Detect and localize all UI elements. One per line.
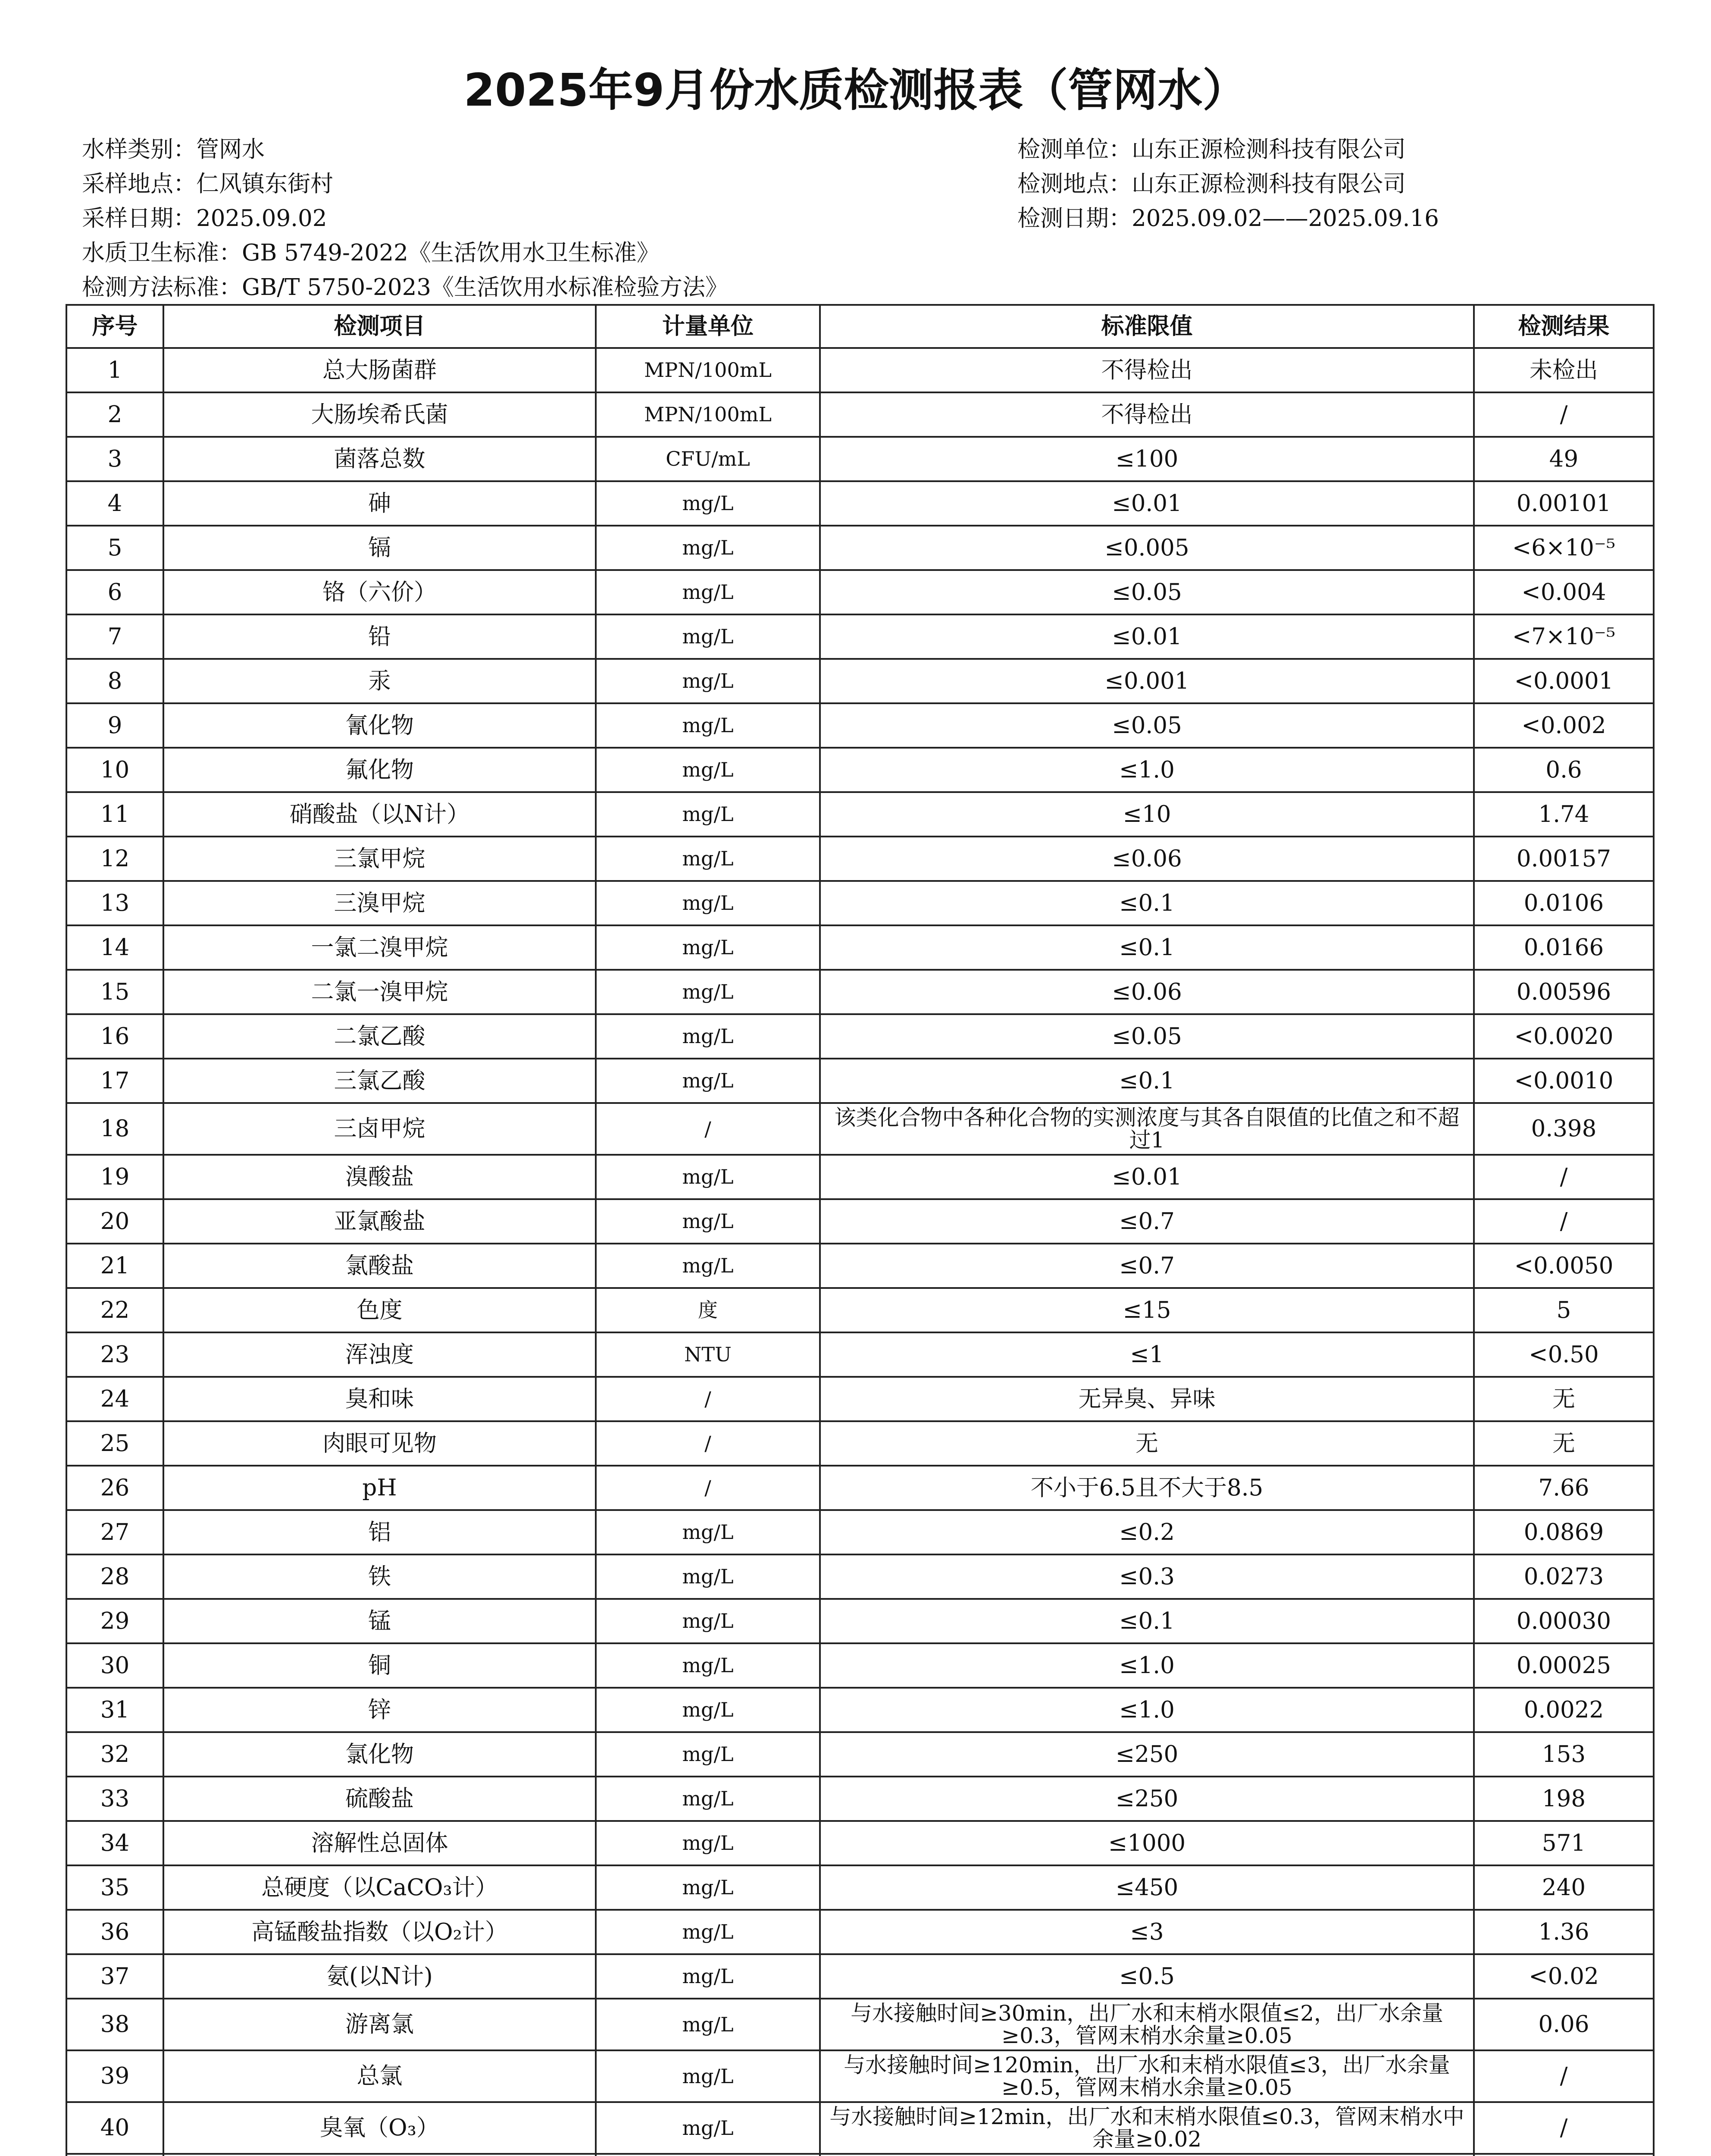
cell-index: 25 <box>66 1421 163 1466</box>
cell-unit: mg/L <box>596 1910 820 1954</box>
cell-index: 31 <box>66 1688 163 1732</box>
table-row <box>66 1999 1654 2050</box>
cell-unit: mg/L <box>596 614 820 659</box>
header-limit: 标准限值 <box>820 305 1474 348</box>
table-header-row <box>66 305 1654 348</box>
cell-result: <0.0001 <box>1474 659 1654 703</box>
cell-limit: 该类化合物中各种化合物的实测浓度与其各自限值的比值之和不超过1 <box>820 1103 1474 1155</box>
cell-limit: ≤0.1 <box>820 925 1474 970</box>
cell-item: 溴酸盐 <box>163 1155 596 1199</box>
cell-index: 33 <box>66 1777 163 1821</box>
cell-unit: CFU/mL <box>596 437 820 481</box>
method-standard: 检测方法标准：GB/T 5750-2023《生活饮用水标准检验方法》 <box>82 274 729 301</box>
table-row <box>66 2102 1654 2154</box>
cell-index: 26 <box>66 1466 163 1510</box>
cell-result: <0.02 <box>1474 1954 1654 1999</box>
cell-item: 大肠埃希氏菌 <box>163 392 596 437</box>
cell-result: 49 <box>1474 437 1654 481</box>
cell-result: <0.002 <box>1474 703 1654 748</box>
cell-result: 0.00101 <box>1474 481 1654 526</box>
table-row <box>66 659 1654 703</box>
cell-index: 15 <box>66 970 163 1014</box>
table-row <box>66 1821 1654 1865</box>
cell-unit: mg/L <box>596 748 820 792</box>
cell-result: / <box>1474 2102 1654 2154</box>
cell-unit: mg/L <box>596 792 820 837</box>
table-row <box>66 348 1654 392</box>
cell-item: 总大肠菌群 <box>163 348 596 392</box>
cell-index: 11 <box>66 792 163 837</box>
table-row <box>66 2154 1654 2156</box>
cell-unit: mg/L <box>596 1599 820 1643</box>
cell-unit: / <box>596 1421 820 1466</box>
cell-unit: mg/L <box>596 703 820 748</box>
cell-item: 铬（六价） <box>163 570 596 614</box>
cell-unit: mg/L <box>596 570 820 614</box>
cell-unit: 度 <box>596 1288 820 1332</box>
cell-unit: MPN/100mL <box>596 348 820 392</box>
cell-limit: ≤0.01 <box>820 481 1474 526</box>
cell-limit: ≤0.7 <box>820 1199 1474 1244</box>
cell-limit: ≤0.1 <box>820 1599 1474 1643</box>
cell-unit: mg/L <box>596 1014 820 1059</box>
cell-limit: ≤250 <box>820 1777 1474 1821</box>
cell-limit: ≤0.1 <box>820 1059 1474 1103</box>
cell-result: 5 <box>1474 1288 1654 1332</box>
table-row <box>66 925 1654 970</box>
cell-limit: 无异臭、异味 <box>820 1377 1474 1421</box>
cell-unit: mg/L <box>596 1954 820 1999</box>
cell-limit: ≤0.001 <box>820 659 1474 703</box>
table-row <box>66 1865 1654 1910</box>
table-row <box>66 837 1654 881</box>
table-row <box>66 1910 1654 1954</box>
cell-limit: ≤0.05 <box>820 703 1474 748</box>
cell-item: 色度 <box>163 1288 596 1332</box>
cell-index <box>66 2154 163 2156</box>
cell-item: 铁 <box>163 1554 596 1599</box>
cell-item: 菌落总数 <box>163 437 596 481</box>
cell-item: 臭氧（O₃） <box>163 2102 596 2154</box>
cell-item: 三溴甲烷 <box>163 881 596 925</box>
page-title: 2025年9月份水质检测报表（管网水） <box>463 64 1248 116</box>
cell-unit: mg/L <box>596 837 820 881</box>
cell-item: 肉眼可见物 <box>163 1421 596 1466</box>
cell-index: 14 <box>66 925 163 970</box>
cell-limit: ≤0.7 <box>820 1244 1474 1288</box>
table-row <box>66 792 1654 837</box>
table-row <box>66 1244 1654 1288</box>
table-row <box>66 1059 1654 1103</box>
cell-limit: ≤15 <box>820 1288 1474 1332</box>
cell-item: 一氯二溴甲烷 <box>163 925 596 970</box>
cell-result: 198 <box>1474 1777 1654 1821</box>
cell-index: 18 <box>66 1103 163 1155</box>
cell-item: 亚氯酸盐 <box>163 1199 596 1244</box>
cell-unit: mg/L <box>596 1643 820 1688</box>
cell-limit: ≤0.05 <box>820 1014 1474 1059</box>
cell-unit: mg/L <box>596 2102 820 2154</box>
cell-result: 无 <box>1474 1421 1654 1466</box>
cell-item: 三卤甲烷 <box>163 1103 596 1155</box>
cell-result: 1.74 <box>1474 792 1654 837</box>
cell-limit: 与水接触时间≥30min，出厂水和末梢水限值≤2，出厂水余量≥0.3，管网末梢水余量≥0.05 <box>820 1999 1474 2050</box>
cell-item <box>163 2154 596 2156</box>
cell-index: 37 <box>66 1954 163 1999</box>
cell-result: 0.00025 <box>1474 1643 1654 1688</box>
cell-result: 0.398 <box>1474 1103 1654 1155</box>
cell-item: 高锰酸盐指数（以O₂计） <box>163 1910 596 1954</box>
cell-result: <0.0020 <box>1474 1014 1654 1059</box>
table-row <box>66 1688 1654 1732</box>
cell-index: 5 <box>66 526 163 570</box>
cell-result: / <box>1474 2050 1654 2102</box>
cell-unit: / <box>596 1103 820 1155</box>
cell-limit: ≤3 <box>820 1910 1474 1954</box>
cell-unit: mg/L <box>596 1059 820 1103</box>
cell-result: 0.06 <box>1474 1999 1654 2050</box>
cell-unit: mg/L <box>596 970 820 1014</box>
cell-limit: ≤1.0 <box>820 748 1474 792</box>
cell-unit: mg/L <box>596 1554 820 1599</box>
cell-item: 汞 <box>163 659 596 703</box>
table-row <box>66 1103 1654 1155</box>
cell-index: 17 <box>66 1059 163 1103</box>
cell-index: 40 <box>66 2102 163 2154</box>
table-body <box>66 348 1654 2156</box>
cell-index: 38 <box>66 1999 163 2050</box>
cell-limit: ≤1.0 <box>820 1688 1474 1732</box>
table-row <box>66 1377 1654 1421</box>
header-item: 检测项目 <box>163 305 596 348</box>
cell-index: 39 <box>66 2050 163 2102</box>
table-row <box>66 1732 1654 1777</box>
cell-item: 氯化物 <box>163 1732 596 1777</box>
cell-result <box>1474 2154 1654 2156</box>
table-row <box>66 881 1654 925</box>
cell-index: 35 <box>66 1865 163 1910</box>
cell-limit: 不得检出 <box>820 348 1474 392</box>
cell-result: 571 <box>1474 1821 1654 1865</box>
table-row <box>66 1288 1654 1332</box>
table-row <box>66 481 1654 526</box>
cell-result: 0.6 <box>1474 748 1654 792</box>
cell-result: 153 <box>1474 1732 1654 1777</box>
cell-unit: mg/L <box>596 526 820 570</box>
cell-item: 氨(以N计) <box>163 1954 596 1999</box>
table-row <box>66 614 1654 659</box>
cell-limit: 无 <box>820 1421 1474 1466</box>
cell-result: 0.0106 <box>1474 881 1654 925</box>
table-row <box>66 1199 1654 1244</box>
cell-index: 19 <box>66 1155 163 1199</box>
cell-index: 29 <box>66 1599 163 1643</box>
cell-limit: ≤0.005 <box>820 526 1474 570</box>
cell-index: 6 <box>66 570 163 614</box>
cell-index: 27 <box>66 1510 163 1554</box>
cell-result: 0.0166 <box>1474 925 1654 970</box>
cell-unit: mg/L <box>596 1777 820 1821</box>
cell-index: 12 <box>66 837 163 881</box>
cell-limit: 与水接触时间≥120min，出厂水和末梢水限值≤3，出厂水余量≥0.5，管网末梢水余量≥0.05 <box>820 2050 1474 2102</box>
cell-item: 三氯甲烷 <box>163 837 596 881</box>
water-type: 水样类别：管网水 <box>82 136 265 163</box>
cell-item: 溶解性总固体 <box>163 1821 596 1865</box>
cell-result: 1.36 <box>1474 1910 1654 1954</box>
cell-limit: 不小于6.5且不大于8.5 <box>820 1466 1474 1510</box>
cell-unit: mg/L <box>596 1688 820 1732</box>
table-row <box>66 1510 1654 1554</box>
cell-result: / <box>1474 1155 1654 1199</box>
cell-unit: mg/L <box>596 1732 820 1777</box>
cell-unit: mg/L <box>596 1510 820 1554</box>
cell-item: 浑浊度 <box>163 1332 596 1377</box>
cell-item: 二氯一溴甲烷 <box>163 970 596 1014</box>
cell-item: 硫酸盐 <box>163 1777 596 1821</box>
cell-item: 总氯 <box>163 2050 596 2102</box>
table-row <box>66 526 1654 570</box>
cell-result: 无 <box>1474 1377 1654 1421</box>
header-unit: 计量单位 <box>596 305 820 348</box>
cell-index: 4 <box>66 481 163 526</box>
cell-item: 铜 <box>163 1643 596 1688</box>
cell-item: 总硬度（以CaCO₃计） <box>163 1865 596 1910</box>
cell-item: 镉 <box>163 526 596 570</box>
cell-unit: NTU <box>596 1332 820 1377</box>
cell-index: 28 <box>66 1554 163 1599</box>
hygiene-standard: 水质卫生标准：GB 5749-2022《生活饮用水卫生标准》 <box>82 240 660 266</box>
cell-limit: ≤0.06 <box>820 970 1474 1014</box>
table-row <box>66 437 1654 481</box>
table-row <box>66 1421 1654 1466</box>
table-row <box>66 1014 1654 1059</box>
cell-index: 21 <box>66 1244 163 1288</box>
cell-limit: ≤0.01 <box>820 614 1474 659</box>
cell-result: 0.00157 <box>1474 837 1654 881</box>
cell-item: 砷 <box>163 481 596 526</box>
table-row <box>66 748 1654 792</box>
cell-item: 氟化物 <box>163 748 596 792</box>
cell-limit: ≤0.05 <box>820 570 1474 614</box>
cell-limit: ≤0.5 <box>820 1954 1474 1999</box>
cell-limit: ≤0.2 <box>820 1510 1474 1554</box>
sampling-site: 采样地点：仁风镇东街村 <box>82 171 333 197</box>
test-date: 检测日期：2025.09.02——2025.09.16 <box>1017 205 1439 232</box>
cell-index: 36 <box>66 1910 163 1954</box>
cell-limit: ≤0.3 <box>820 1554 1474 1599</box>
sampling-date: 采样日期：2025.09.02 <box>82 205 327 232</box>
cell-index: 30 <box>66 1643 163 1688</box>
cell-item: 氯酸盐 <box>163 1244 596 1288</box>
cell-result: 未检出 <box>1474 348 1654 392</box>
cell-unit: mg/L <box>596 659 820 703</box>
cell-item: 二氯乙酸 <box>163 1014 596 1059</box>
cell-index: 2 <box>66 392 163 437</box>
cell-unit: mg/L <box>596 1821 820 1865</box>
cell-limit: ≤0.06 <box>820 837 1474 881</box>
cell-limit: ≤1000 <box>820 1821 1474 1865</box>
cell-result: 240 <box>1474 1865 1654 1910</box>
table-row <box>66 1954 1654 1999</box>
cell-item: 铝 <box>163 1510 596 1554</box>
table-row <box>66 2050 1654 2102</box>
cell-limit: ≤10 <box>820 792 1474 837</box>
cell-index: 16 <box>66 1014 163 1059</box>
cell-index: 7 <box>66 614 163 659</box>
cell-index: 23 <box>66 1332 163 1377</box>
cell-result: 0.0869 <box>1474 1510 1654 1554</box>
cell-index: 8 <box>66 659 163 703</box>
cell-index: 3 <box>66 437 163 481</box>
test-unit: 检测单位：山东正源检测科技有限公司 <box>1017 136 1406 163</box>
cell-limit: 不得检出 <box>820 392 1474 437</box>
test-location: 检测地点：山东正源检测科技有限公司 <box>1017 171 1406 197</box>
cell-index: 34 <box>66 1821 163 1865</box>
cell-item: 铅 <box>163 614 596 659</box>
cell-item: 游离氯 <box>163 1999 596 2050</box>
cell-unit: mg/L <box>596 1999 820 2050</box>
cell-result: <0.50 <box>1474 1332 1654 1377</box>
cell-result: <7×10⁻⁵ <box>1474 614 1654 659</box>
cell-index: 1 <box>66 348 163 392</box>
table-row <box>66 703 1654 748</box>
cell-unit: / <box>596 1377 820 1421</box>
cell-item: 臭和味 <box>163 1377 596 1421</box>
cell-item: 三氯乙酸 <box>163 1059 596 1103</box>
cell-result: 0.00596 <box>1474 970 1654 1014</box>
table-row <box>66 1466 1654 1510</box>
cell-limit: ≤450 <box>820 1865 1474 1910</box>
cell-result: <0.004 <box>1474 570 1654 614</box>
cell-item: 硝酸盐（以N计） <box>163 792 596 837</box>
table-row <box>66 1643 1654 1688</box>
cell-result: / <box>1474 392 1654 437</box>
cell-result: 7.66 <box>1474 1466 1654 1510</box>
cell-unit: mg/L <box>596 1865 820 1910</box>
results-table <box>66 304 1655 2156</box>
table-row <box>66 1599 1654 1643</box>
cell-result: / <box>1474 1199 1654 1244</box>
cell-result: <6×10⁻⁵ <box>1474 526 1654 570</box>
cell-index: 10 <box>66 748 163 792</box>
cell-index: 24 <box>66 1377 163 1421</box>
cell-limit: ≤0.1 <box>820 881 1474 925</box>
cell-unit: mg/L <box>596 2050 820 2102</box>
cell-index: 9 <box>66 703 163 748</box>
cell-limit: ≤1 <box>820 1332 1474 1377</box>
cell-unit: mg/L <box>596 1244 820 1288</box>
cell-limit: ≤0.01 <box>820 1155 1474 1199</box>
table-row <box>66 1554 1654 1599</box>
cell-index: 13 <box>66 881 163 925</box>
cell-unit: mg/L <box>596 881 820 925</box>
table-row <box>66 570 1654 614</box>
cell-result: 0.00030 <box>1474 1599 1654 1643</box>
cell-result: 0.0273 <box>1474 1554 1654 1599</box>
cell-limit: ≤100 <box>820 437 1474 481</box>
cell-unit <box>596 2154 820 2156</box>
table-row <box>66 1155 1654 1199</box>
cell-limit <box>820 2154 1474 2156</box>
cell-result: <0.0050 <box>1474 1244 1654 1288</box>
cell-unit: mg/L <box>596 1155 820 1199</box>
cell-index: 22 <box>66 1288 163 1332</box>
cell-limit: ≤1.0 <box>820 1643 1474 1688</box>
cell-index: 20 <box>66 1199 163 1244</box>
table-row <box>66 392 1654 437</box>
cell-unit: MPN/100mL <box>596 392 820 437</box>
cell-index: 32 <box>66 1732 163 1777</box>
cell-item: pH <box>163 1466 596 1510</box>
cell-unit: mg/L <box>596 925 820 970</box>
table-row <box>66 970 1654 1014</box>
cell-result: <0.0010 <box>1474 1059 1654 1103</box>
cell-item: 锰 <box>163 1599 596 1643</box>
cell-item: 氰化物 <box>163 703 596 748</box>
cell-unit: mg/L <box>596 481 820 526</box>
header-index: 序号 <box>66 305 163 348</box>
table-row <box>66 1332 1654 1377</box>
cell-limit: 与水接触时间≥12min，出厂水和末梢水限值≤0.3，管网末梢水中余量≥0.02 <box>820 2102 1474 2154</box>
cell-unit: mg/L <box>596 1199 820 1244</box>
table-row <box>66 1777 1654 1821</box>
cell-item: 锌 <box>163 1688 596 1732</box>
cell-unit: / <box>596 1466 820 1510</box>
cell-result: 0.0022 <box>1474 1688 1654 1732</box>
header-result: 检测结果 <box>1474 305 1654 348</box>
cell-limit: ≤250 <box>820 1732 1474 1777</box>
